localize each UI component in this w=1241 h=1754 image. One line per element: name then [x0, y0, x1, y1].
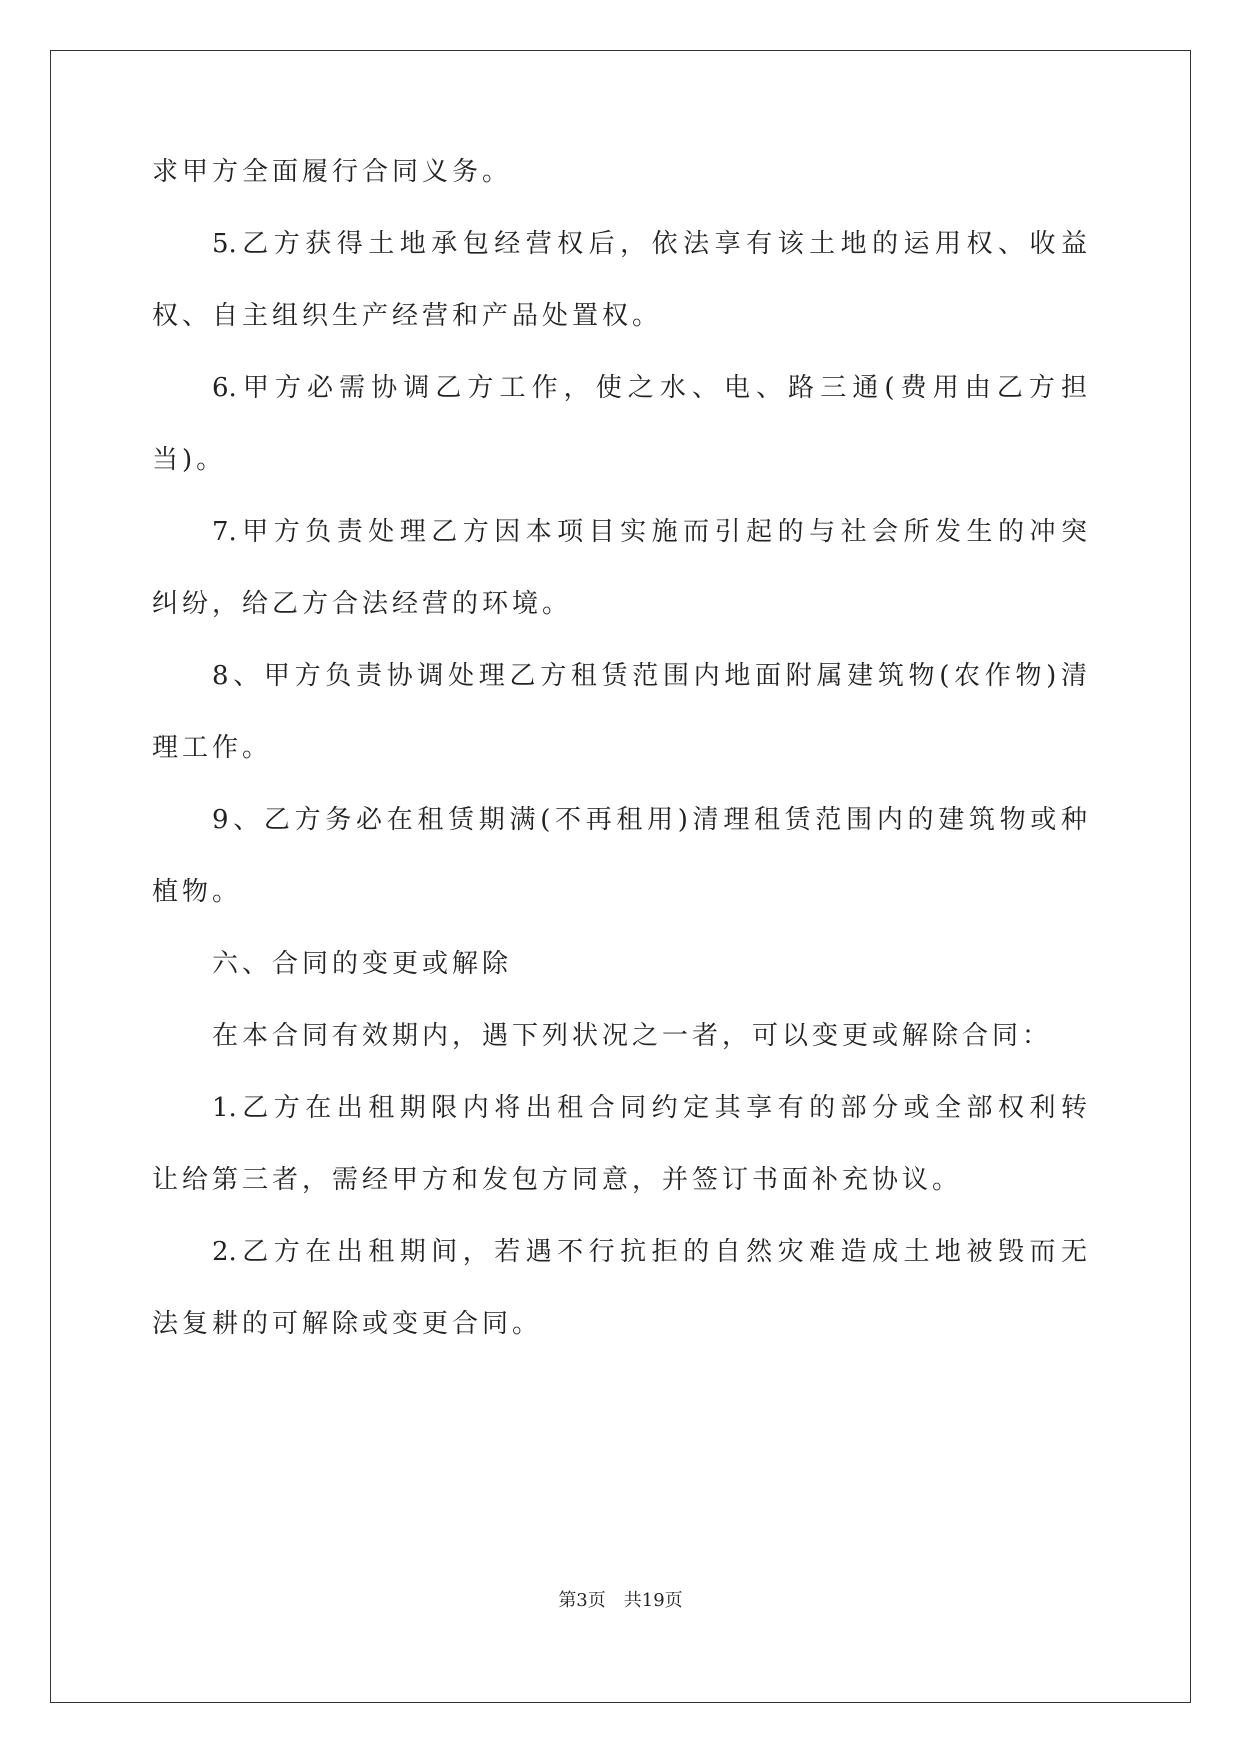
text-line: 1.乙方在出租期限内将出租合同约定其享有的部分或全部权利转 [212, 1093, 1087, 1123]
text-line: 5.乙方获得土地承包经营权后，依法享有该土地的运用权、收益 [212, 229, 1087, 259]
text-line: 理工作。 [152, 733, 273, 763]
page-footer [0, 1589, 1241, 1613]
text-line: 在本合同有效期内，遇下列状况之一者，可以变更或解除合同： [212, 1021, 1053, 1051]
page-total: 共19页 [623, 1590, 683, 1611]
text-line: 当)。 [152, 445, 227, 475]
text-line: 6.甲方必需协调乙方工作，使之水、电、路三通(费用由乙方担 [212, 373, 1087, 403]
section-heading: 六、合同的变更或解除 [212, 949, 513, 979]
text-line: 8、甲方负责协调处理乙方租赁范围内地面附属建筑物(农作物)清 [212, 661, 1087, 691]
text-line: 法复耕的可解除或变更合同。 [152, 1309, 543, 1339]
text-line: 植物。 [152, 877, 243, 907]
text-line: 求甲方全面履行合同义务。 [152, 157, 513, 187]
text-line: 让给第三者，需经甲方和发包方同意，并签订书面补充协议。 [152, 1165, 963, 1195]
text-line: 纠纷，给乙方合法经营的环境。 [152, 589, 573, 619]
text-line: 9、乙方务必在租赁期满(不再租用)清理租赁范围内的建筑物或种 [212, 805, 1087, 835]
page-number: 第3页 [558, 1590, 606, 1611]
text-line: 7.甲方负责处理乙方因本项目实施而引起的与社会所发生的冲突 [212, 517, 1087, 547]
text-line: 权、自主组织生产经营和产品处置权。 [152, 301, 663, 331]
text-line: 2.乙方在出租期间，若遇不行抗拒的自然灾难造成土地被毁而无 [212, 1237, 1087, 1267]
